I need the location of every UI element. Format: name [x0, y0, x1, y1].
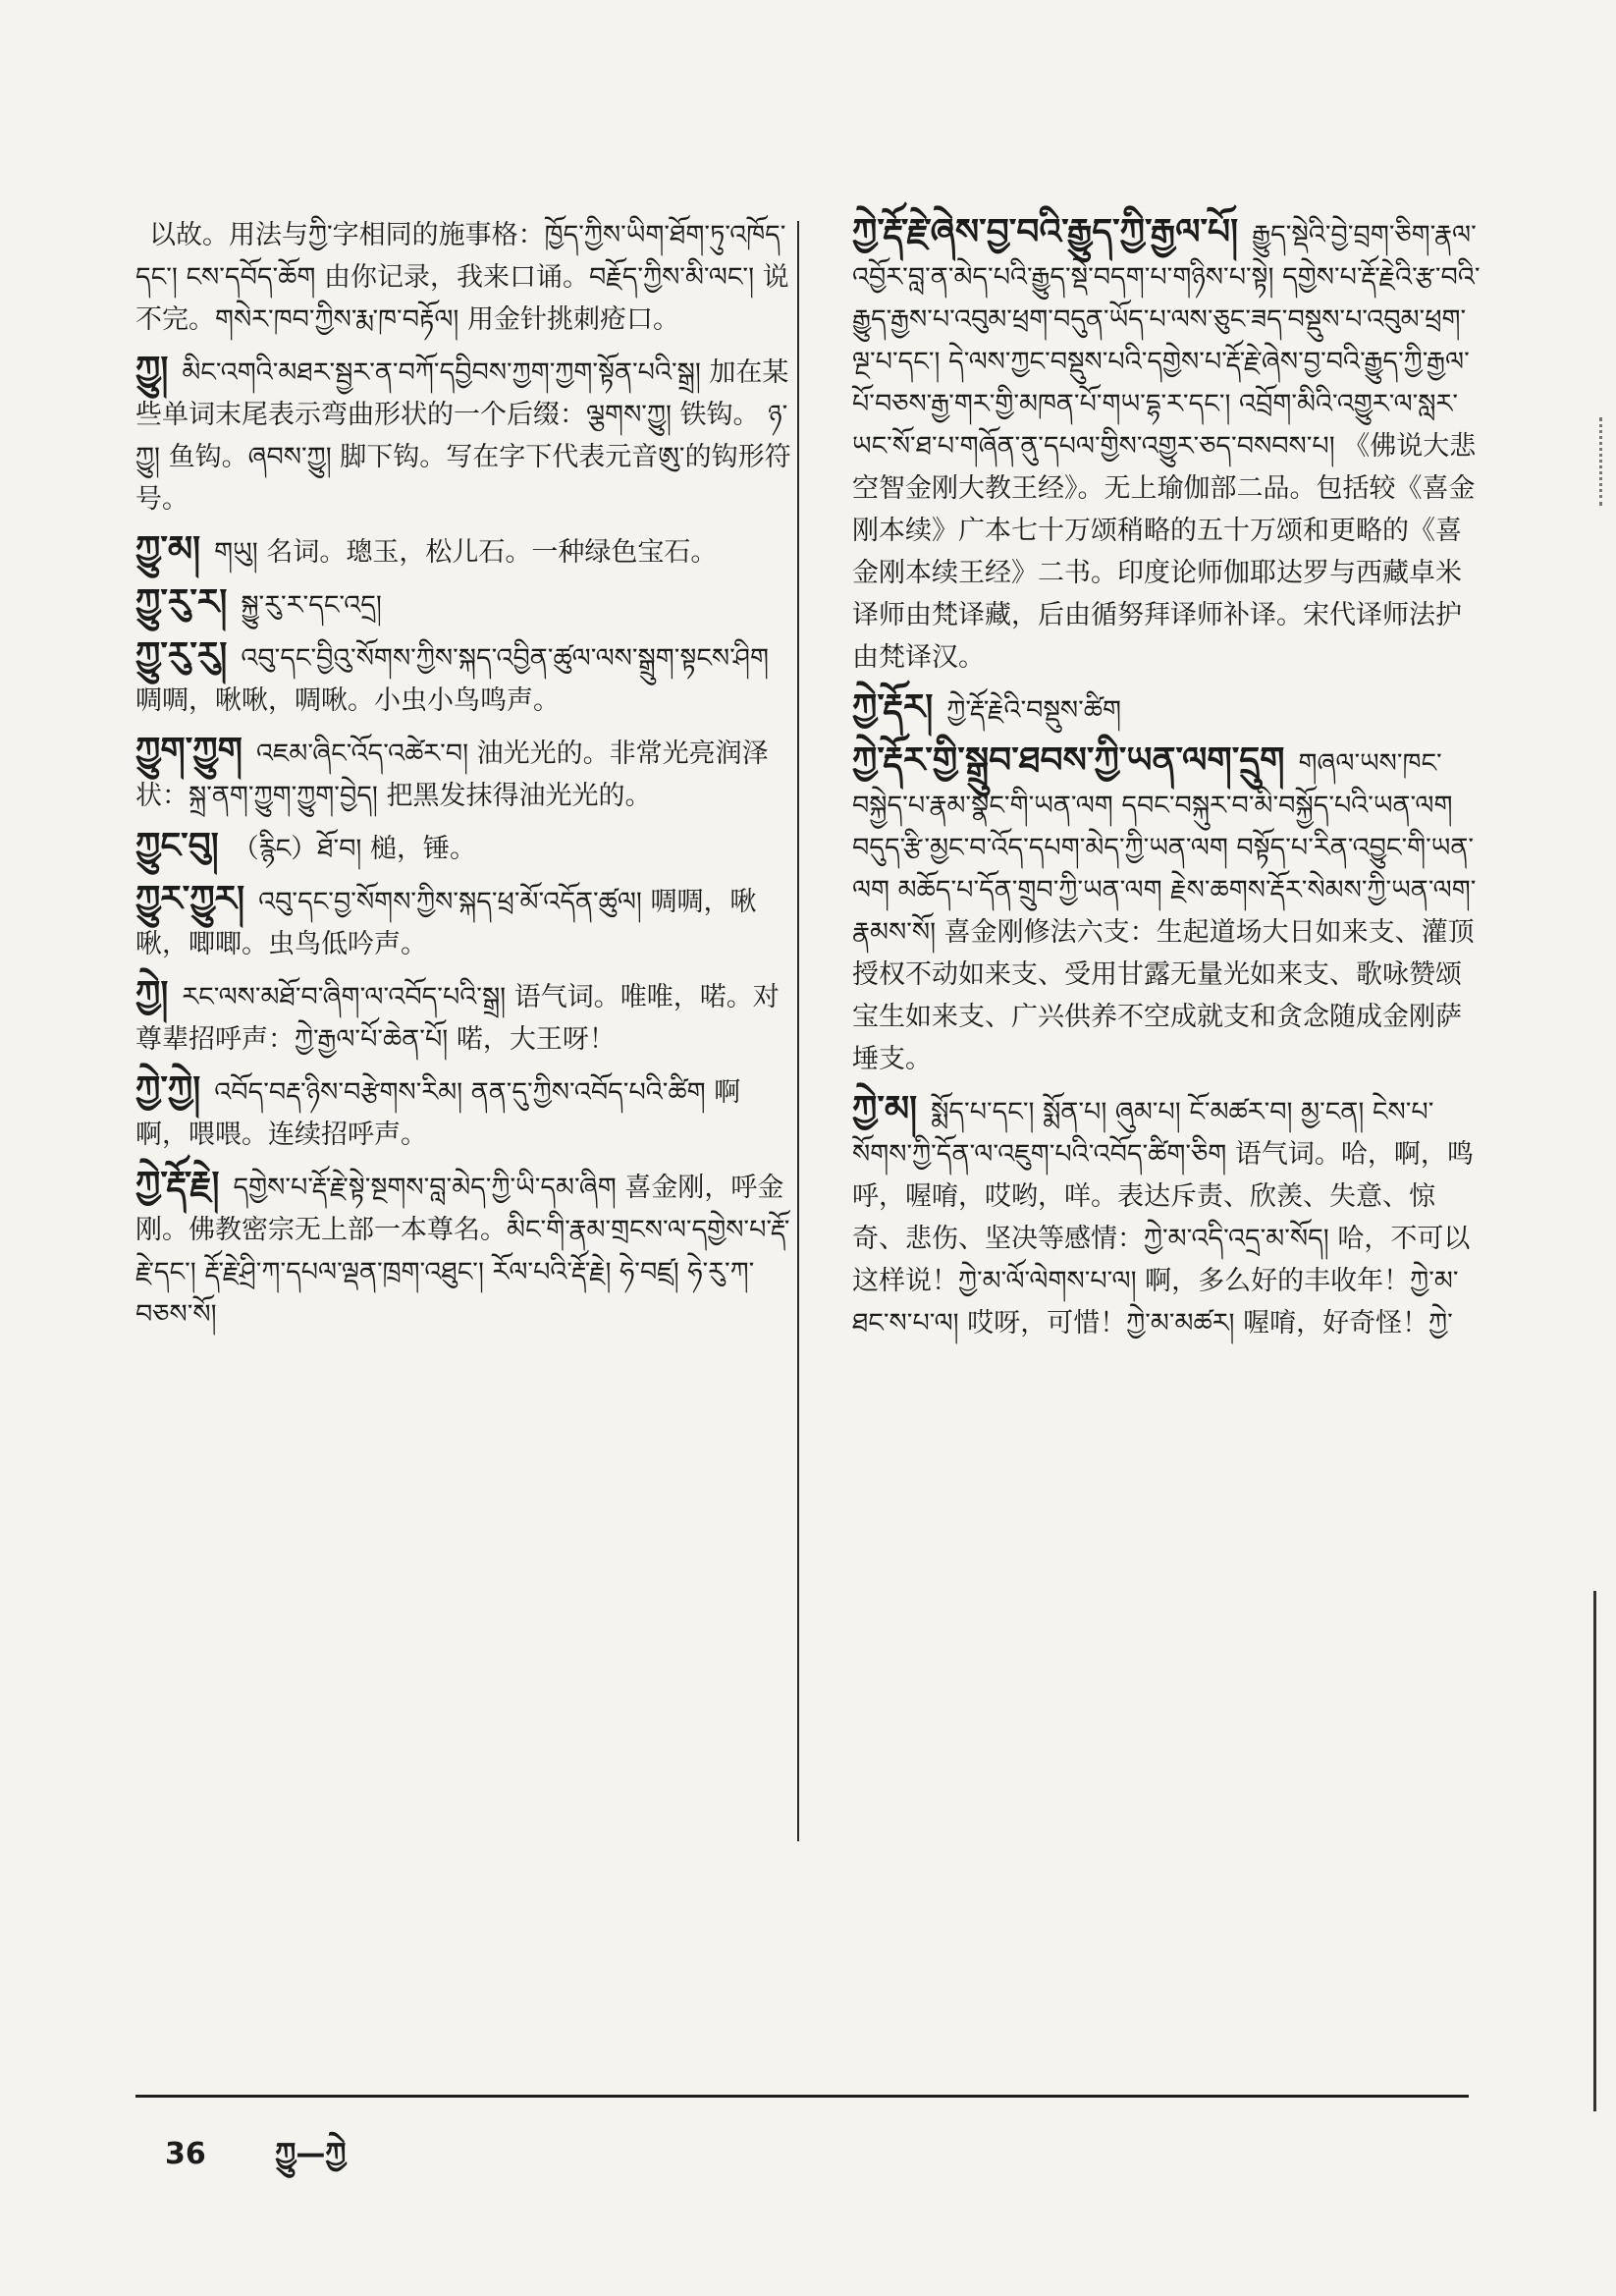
entry-text: སྨོད་པ་དང་། སྨོན་པ། ཞུམ་པ། ངོ་མཚར་བ། མྱ་ངན། ངེས་པ་སོགས་ཀྱི་དོན་ལ་འཇུག་པའི་འབོད་ཚིག་ཅིག 语气词。哈，啊，鸣呼，喔唷，哎哟，咩。表达斥责、欣羡、失意、惊奇、悲伤、坚决等感情：ཀྱེ་མ་འདི་འདྲ་མ་སོད། 哈，不可以这样说！ཀྱེ་མ་ལོ་ལེགས་པ་ལ། 啊，多么好的丰收年！ཀྱེ་མ་ཐང་ས་པ་ལ། 哎呀，可惜！ཀྱེ་མ་མཚར། 喔唷，好奇怪！ཀྱེ་ — [852, 1097, 1474, 1339]
headword: ཀྱེ་རྡོ་རྗེ། — [135, 1164, 220, 1205]
entry — [135, 528, 793, 574]
headword: ཀྱུག་ཀྱུག — [135, 730, 242, 771]
entry — [135, 1068, 793, 1156]
headword: ཀྱུ་རུ་ར། — [135, 581, 228, 623]
entry — [852, 211, 1485, 679]
entry-text: （རྙིང）ཐོ་བ། 槌，锤。 — [232, 834, 477, 864]
entry — [135, 825, 793, 870]
entry — [135, 973, 793, 1061]
column-divider — [797, 221, 799, 1841]
page-number: 36 — [165, 2137, 206, 2171]
headword: ཀྱེ་ཀྱེ། — [135, 1068, 201, 1110]
headword: ཀྱུ། — [135, 349, 169, 390]
entry-text: གཡུ། 名词。璁玉，松儿石。一种绿色宝石。 — [214, 537, 718, 568]
scan-edge-mark — [1593, 1591, 1608, 2111]
page-range: ཀྱུ—ཀྱེ — [275, 2137, 347, 2171]
left-column — [135, 211, 793, 1343]
headword: ཀྱེ་རྡོར་གྱི་སྒྲུབ་ཐབས་ཀྱི་ཡན་ལག་དྲུག — [852, 739, 1285, 781]
entry — [852, 1088, 1485, 1344]
entry-text: འཇམ་ཞིང་འོད་འཚེར་བ། 油光光的。非常光亮润泽状：སྐྲ་ནག་ཀྱུག་ཀྱུག་བྱེད། 把黑发抹得油光光的。 — [135, 738, 769, 811]
entry-text: མིང་འགའི་མཐར་སྦྱར་ན་བཀོ་དབྱིབས་ཀྱག་ཀྱག་སྟོན་པའི་སྒྲ། 加在某些单词末尾表示弯曲形状的一个后缀：ལྕགས་ཀྱུ། 铁钩。 ཉ་ཀྱུ། 鱼钩。ཞབས་ཀྱུ། 脚下钩。写在字下代表元音ཨུ་的钩形符号。 — [135, 357, 791, 515]
headword: ཀྱུར་ཀྱུར། — [135, 878, 245, 919]
headword: ཀྱེ་མ། — [852, 1088, 918, 1129]
scan-edge-mark — [1599, 417, 1614, 506]
entry-text: འབུ་དང་བྱིའུ་སོགས་ཀྱིས་སྐད་འབྱིན་ཚུལ་ལས་སྒྲུག་སྟངས་ཤིག 啁啁，啾啾，啁啾。小虫小鸟鸣声。 — [135, 643, 769, 716]
entry — [135, 349, 793, 520]
footer-rule — [135, 2095, 1469, 2098]
entry-text: 以故。用法与ཀྱི་字相同的施事格：ཁྱོད་ཀྱིས་ཡིག་ཐོག་ཏུ་འཁོད་དང་། ངས་དབོད་ཆོག 由你记录，我来口诵。བརྗོད་ཀྱིས་མི་ལང་། 说不完。གསེར་ཁབ་ཀྱིས་རྨ་ཁ་བརྟོལ། 用金针挑刺疮口。 — [135, 220, 789, 335]
headword: ཀྱེ་རྡོར། — [852, 686, 934, 728]
entry-text: འབོད་བརྡ་ཉིས་བརྩེགས་རིམ། ནན་དུ་ཀྱིས་འབོད་པའི་ཚིག 啊啊，喂喂。连续招呼声。 — [135, 1077, 741, 1150]
entry — [135, 634, 793, 722]
headword: ཀྱེ་རྡོ་རྗེ་ཞེས་བྱ་བའི་རྒྱུད་ཀྱི་རྒྱལ་པོ། — [852, 211, 1239, 252]
headword: ཀྱུ་རུ་རུ། — [135, 634, 228, 676]
entry — [852, 739, 1485, 1080]
page-footer — [165, 2121, 346, 2204]
entry-text: རང་ལས་མཐོ་བ་ཞིག་ལ་འབོད་པའི་སྒྲ། 语气词。唯唯，喏。对尊辈招呼声：ཀྱེ་རྒྱལ་པོ་ཆེན་པོ། 喏，大王呀！ — [135, 982, 780, 1055]
entry — [135, 730, 793, 817]
entry-text: གཞལ་ཡས་ཁང་བསྐྱེད་པ་རྣམ་སྣང་གི་ཡན་ལག དབང་བསྐུར་བ་མི་བསྐྱོད་པའི་ཡན་ལག བདུད་རྩི་མྱང་བ་འོད་དཔག་མེད་ཀྱི་ཡན་ལག བསྟོད་པ་རིན་འབྱུང་གི་ཡན་ལག མཆོད་པ་དོན་གྲུབ་ཀྱི་ཡན་ལག རྗེས་ཆགས་རྡོར་སེམས་ཀྱི་ཡན་ལག་རྣམས་སོ། 喜金刚修法六支：生起道场大日如来支、灌顶授权不动如来支、受用甘露无量光如来支、歌咏赞颂宝生如来支、广兴供养不空成就支和贪念随成金刚萨埵支。 — [852, 748, 1477, 1074]
entry — [135, 878, 793, 965]
entry — [135, 581, 793, 627]
headword: ཀྱུ་མ། — [135, 528, 201, 570]
headword: ཀྱེ། — [135, 973, 169, 1014]
entry — [135, 1164, 793, 1336]
entry-text: ཀྱེ་རྡོ་རྗེའི་བསྡུས་ཚིག — [946, 695, 1122, 726]
entry-text: སྐྱུ་རུ་ར་དང་འདྲ། — [241, 590, 382, 621]
entry — [852, 686, 1485, 732]
entry — [135, 211, 793, 341]
entry-text: འབུ་དང་བྱ་སོགས་ཀྱིས་སྐད་ཕྲ་མོ་འདོན་ཚུལ། 啁啁，啾啾，唧唧。虫鸟低吟声。 — [135, 887, 757, 959]
headword: ཀྱུང་བུ། — [135, 825, 219, 866]
entry-text: དགྱེས་པ་རྡོ་རྗེ་སྟེ་སྔགས་བླ་མེད་ཀྱི་ཡི་དམ་ཞིག 喜金刚，呼金刚。佛教密宗无上部一本尊名。མིང་གི་རྣམ་གྲངས་ལ་དགྱེས་པ་རྡོ་རྗེ་དང་། རྡོ་རྗེ་ཤྲི་ཀ་དཔལ་ལྡན་ཁྲག་འཐུང་། རོལ་པའི་རྡོ་རྗེ། ཧེ་བཛྲ། ཧེ་རུ་ཀ་བཅས་སོ། — [135, 1173, 790, 1330]
entry-text: རྒྱུད་སྡེའི་བྱེ་བྲག་ཅིག་རྣལ་འབྱོར་བླ་ན་མེད་པའི་རྒྱུད་སྡེ་བདག་པ་གཉིས་པ་སྟེ། དགྱེས་པ་རྡོ་རྗེའི་རྩ་བའི་རྒྱུད་རྒྱས་པ་འབུམ་ཕྲག་བདུན་ཡོད་པ་ལས་ཅུང་ཟད་བསྡུས་པ་འབུམ་ཕྲག་ལྔ་པ་དང་། དེ་ལས་ཀྱང་བསྡུས་པའི་དགྱེས་པ་རྡོ་རྗེ་ཞེས་བྱ་བའི་རྒྱུད་ཀྱི་རྒྱལ་པོ་བཅས་རྒྱ་གར་གྱི་མཁན་པོ་གཡ་དྷ་ར་དང་། འབྲོག་མིའི་འགྱུར་ལ་སླར་ཡང་སོ་ཐ་པ་གཞོན་ནུ་དཔལ་གྱིས་འགྱུར་ཅད་བསབས་པ། 《佛说大悲空智金刚大教王经》。无上瑜伽部二品。包括较《喜金刚本续》广本七十万颂稍略的五十万颂和更略的《喜金刚本续王经》二书。印度论师伽耶达罗与西藏卓米译师由梵译藏，后由循努拜译师补译。宋代译师法护由梵译汉。 — [852, 220, 1481, 673]
right-column — [852, 211, 1485, 1352]
